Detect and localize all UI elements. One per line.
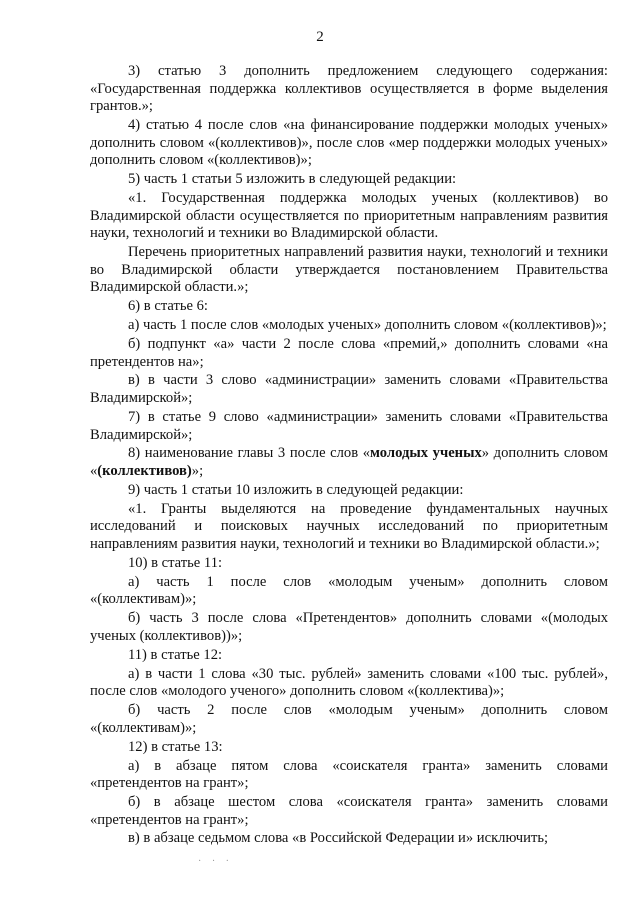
paragraph-5-quote: «1. Государственная поддержка молодых ученых (коллективов) во Владимирской области осуществляется по приоритетным направлениям развития науки, технологий и техники во Владимирской области. xyxy=(90,190,608,242)
paragraph-9-quote: «1. Гранты выделяются на проведение фундаментальных научных исследований и поисковых научных исследований по приоритетным направлениям развития науки, технологий и техники во Владимирской области.»; xyxy=(90,500,608,552)
paragraph-10b: б) часть 3 после слова «Претендентов» дополнить словами «(молодых ученых (коллективов))»; xyxy=(90,610,608,644)
page-number: 2 xyxy=(316,29,324,45)
paragraph-8-pre: 8) наименование главы 3 после слов « xyxy=(128,445,371,462)
paragraph-3: 3) статью 3 дополнить предложением следующего содержания: «Государственная поддержка коллективов осуществляется в форме выделения грантов.»; xyxy=(90,63,608,115)
paragraph-6: 6) в статье 6: xyxy=(128,298,208,315)
paragraph-11b: б) часть 2 после слов «молодым ученым» дополнить словом «(коллективам)»; xyxy=(90,702,608,736)
paragraph-12: 12) в статье 13: xyxy=(128,738,223,755)
paragraph-12a: а) в абзаце пятом слова «соискателя гранта» заменить словами «претендентов на грант»; xyxy=(90,757,608,792)
paragraph-6b: б) подпункт «а» части 2 после слова «премий,» дополнить словами «на претендентов на»; xyxy=(90,335,608,370)
paragraph-8 xyxy=(90,445,608,480)
paragraph-7: 7) в статье 9 слово «администрации» заменить словами «Правительства Владимирской»; xyxy=(90,408,608,443)
paragraph-8-mid: » дополнить словом « xyxy=(90,445,608,480)
paragraph-6c: в) в части 3 слово «администрации» заменить словами «Правительства Владимирской»; xyxy=(90,372,608,407)
paragraph-9: 9) часть 1 статьи 10 изложить в следующей редакции: xyxy=(128,481,464,498)
scan-mark: · · · xyxy=(198,856,233,867)
paragraph-12b: б) в абзаце шестом слова «соискателя гранта» заменить словами «претендентов на грант»; xyxy=(90,793,608,828)
paragraph-8-post: »; xyxy=(191,463,204,480)
paragraph-5: 5) часть 1 статьи 5 изложить в следующей редакции: xyxy=(128,171,457,188)
paragraph-4: 4) статью 4 после слов «на финансирование поддержки молодых ученых» дополнить словом «(коллективов)», после слов «мер поддержки молодых ученых» дополнить словом «(коллективов)»; xyxy=(90,117,608,169)
paragraph-8-bold-2: (коллективов) xyxy=(97,463,192,480)
paragraph-8-bold-1: молодых ученых xyxy=(370,445,482,462)
paragraph-10: 10) в статье 11: xyxy=(128,554,223,571)
paragraph-11a: а) в части 1 слова «30 тыс. рублей» заменить словами «100 тыс. рублей», после слов «молодого ученого» дополнить словом «(коллектива)»; xyxy=(90,665,608,700)
document-body xyxy=(90,63,608,848)
paragraph-6a: а) часть 1 после слов «молодых ученых» дополнить словом «(коллективов)»; xyxy=(128,317,607,334)
paragraph-10a: а) часть 1 после слов «молодым ученым» дополнить словом «(коллективам)»; xyxy=(90,573,608,608)
paragraph-12c: в) в абзаце седьмом слова «в Российской Федерации и» исключить; xyxy=(128,830,549,847)
paragraph-5-list: Перечень приоритетных направлений развития науки, технологий и техники во Владимирской области утверждается постановлением Правительства Владимирской области.»; xyxy=(90,244,608,296)
paragraph-11: 11) в статье 12: xyxy=(128,646,223,663)
